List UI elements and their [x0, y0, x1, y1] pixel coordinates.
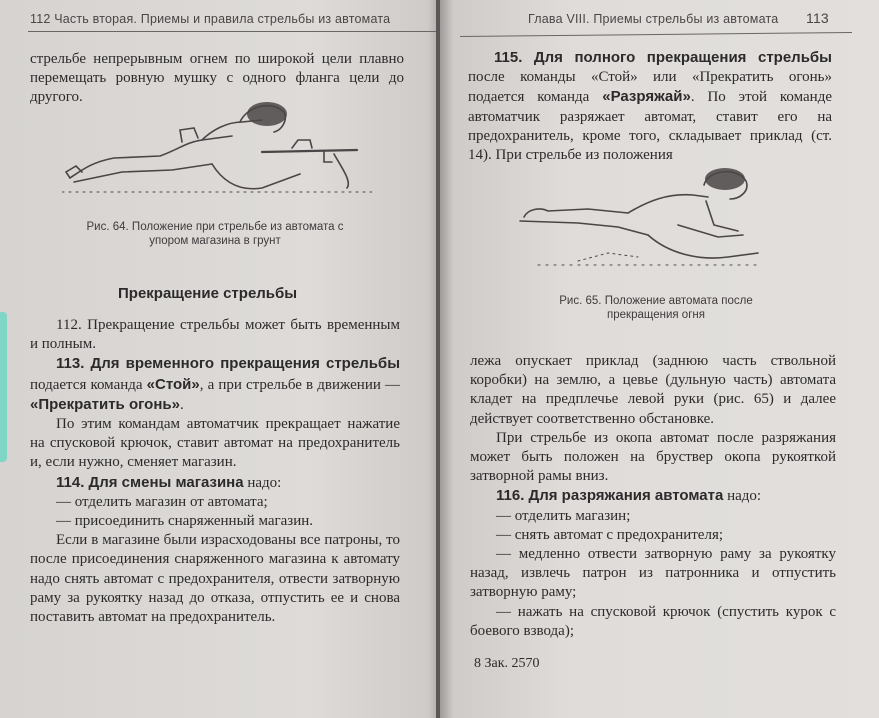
right-body — [470, 352, 836, 641]
p115-end: . По этой команде автоматчик разряжает автомат, ставит его на предохранитель, кроме того, складывает приклад (ст. 14). При стрельбе из положения — [468, 89, 832, 164]
p113-bold: 113. Для временного прекращения стрельбы — [56, 355, 400, 373]
paragraph-113b: По этим командам автоматчик прекращает нажатие на спусковой крючок, ставит автомат на предохранитель и, если нужно, сменяет магазин. — [30, 416, 400, 471]
figure-65-caption — [528, 294, 784, 322]
p115-mid: после команды «Стой» или «Прекратить огонь» подается команда — [468, 69, 832, 106]
paragraph-115 — [468, 48, 832, 165]
p113-mid2: , а при стрельбе в движении — — [199, 376, 400, 393]
figure-64-illustration — [62, 100, 372, 200]
list-item: — отделить магазин от автомата; — [56, 493, 268, 510]
figure-65-label: Рис. 65. — [559, 295, 602, 307]
figure-65-illustration — [518, 165, 778, 275]
p115-bold: 115. Для полного прекращения стрельбы — [494, 49, 832, 66]
list-item: — присоединить снаряженный магазин. — [56, 513, 314, 530]
cmd-unload: «Разряжай» — [602, 88, 691, 106]
right-page — [440, 0, 879, 718]
paragraph-continuation: стрельбе непрерывным огнем по широкой цели плавно перемещать ровную мушку с одного фланга цели до другого. — [30, 51, 404, 106]
p113-mid: подается команда — [30, 376, 147, 393]
p114-rest: надо: — [243, 474, 282, 491]
p116-rest: надо: — [723, 488, 762, 505]
left-page-header: 112 Часть вторая. Приемы и правила стрельбы из автомата — [30, 12, 391, 26]
left-header-rule — [28, 31, 436, 32]
right-header-rule — [460, 32, 852, 37]
left-body — [30, 316, 400, 627]
figure-64-caption — [70, 220, 360, 248]
right-top-text — [468, 48, 832, 165]
figure-65-text: Положение автомата после прекращения огня — [604, 295, 753, 321]
cmd-cease-fire: «Прекратить огонь» — [30, 395, 180, 413]
paragraph-continuation: лежа опускает приклад (заднюю часть ствольной коробки) на землю, а цевье (дульную часть) автомата кладет на предплечье левой руки (рис. 65) и далее действует соответственно обстановке. — [470, 353, 836, 427]
list-item: — нажать на спусковой крючок (спустить курок с боевого взвода); — [470, 603, 836, 639]
p116-bold: 116. Для разряжания автомата — [496, 487, 724, 505]
cmd-stop: «Стой» — [146, 375, 200, 393]
paragraph-okop: При стрельбе из окопа автомат после разряжания может быть положен на бруствер окопа рукояткой затворной рамы вниз. — [470, 429, 836, 485]
figure-64-label: Рис. 64. — [86, 221, 129, 233]
figure-64-text: Положение при стрельбе из автомата с упором магазина в грунт — [131, 221, 344, 247]
paragraph-114 — [30, 473, 400, 493]
p114-bold: 114. Для смены магазина — [56, 473, 244, 491]
list-item: — медленно отвести затворную раму за рукоятку назад, извлечь патрон из патронника и отпустить затворную раму; — [470, 546, 836, 601]
list-item: — отделить магазин; — [496, 507, 631, 524]
paragraph-112: 112. Прекращение стрельбы может быть временным и полным. — [30, 317, 400, 353]
right-page-number: 113 — [806, 10, 829, 26]
page-footer: 8 Зак. 2570 — [474, 656, 540, 671]
bookmark-tab — [0, 312, 7, 462]
paragraph-113 — [30, 354, 400, 415]
right-page-header: Глава VIII. Приемы стрельбы из автомата — [528, 12, 779, 26]
list-item: — снять автомат с предохранителя; — [496, 526, 724, 543]
p113-end: . — [179, 396, 184, 413]
left-top-text — [30, 50, 404, 108]
section-title: Прекращение стрельбы — [118, 285, 298, 302]
paragraph-116 — [470, 486, 836, 506]
paragraph-114b: Если в магазине были израсходованы все патроны, то после присоединения снаряженного магазина к автомату надо снять автомат с предохранителя, отвести затворную раму за рукоятку назад до отказа, отпустить ее и снова поставить автомат на предохранитель. — [30, 532, 400, 626]
